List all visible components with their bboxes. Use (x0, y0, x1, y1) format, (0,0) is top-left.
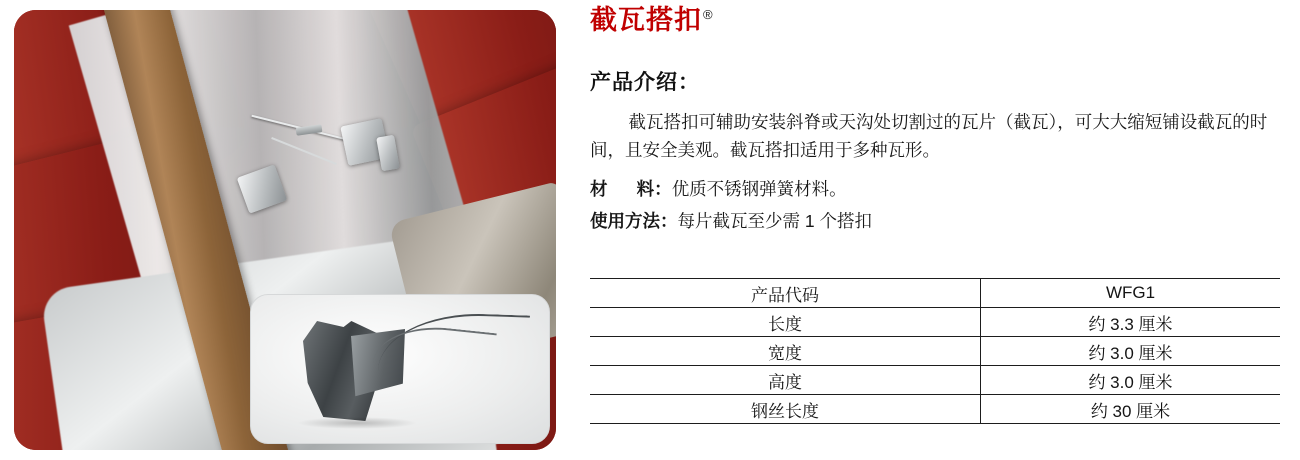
table-cell-name: 长度 (590, 308, 981, 337)
table-cell-value: 约 3.0 厘米 (981, 337, 1281, 366)
table-cell-name: 宽度 (590, 337, 981, 366)
registered-trademark-icon: ® (703, 7, 713, 22)
attribute-material (590, 176, 847, 202)
attribute-usage-value: 每片截瓦至少需 1 个搭扣 (677, 211, 872, 231)
page-title: 截瓦搭扣 (590, 5, 702, 35)
table-row (590, 308, 1280, 337)
table-cell-name: 产品代码 (590, 279, 981, 308)
product-info-column (590, 0, 1290, 460)
drop-shadow (297, 417, 417, 429)
product-title-row (590, 6, 713, 36)
main-product-photo (14, 10, 556, 450)
attribute-usage (590, 208, 872, 234)
table-cell-value: 约 3.3 厘米 (981, 308, 1281, 337)
table-cell-value: 约 30 厘米 (981, 395, 1281, 424)
attribute-usage-label: 使用方法： (590, 211, 678, 231)
table-cell-name: 高度 (590, 366, 981, 395)
table-cell-value: 约 3.0 厘米 (981, 366, 1281, 395)
specification-table (590, 278, 1280, 424)
attribute-material-label: 材 料： (590, 179, 672, 199)
product-description: 截瓦搭扣可辅助安装斜脊或天沟处切割过的瓦片（截瓦），可大大缩短铺设截瓦的时间，且安全美观。截瓦搭扣适用于多种瓦形。 (590, 112, 1268, 161)
table-cell-value: WFG1 (981, 279, 1281, 308)
inset-product-closeup (250, 294, 550, 444)
section-heading-introduction: 产品介绍： (590, 71, 700, 94)
table-row (590, 279, 1280, 308)
table-row (590, 395, 1280, 424)
table-row (590, 337, 1280, 366)
table-cell-name: 钢丝长度 (590, 395, 981, 424)
attribute-material-value: 优质不锈钢弹簧材料。 (671, 179, 847, 199)
table-row (590, 366, 1280, 395)
